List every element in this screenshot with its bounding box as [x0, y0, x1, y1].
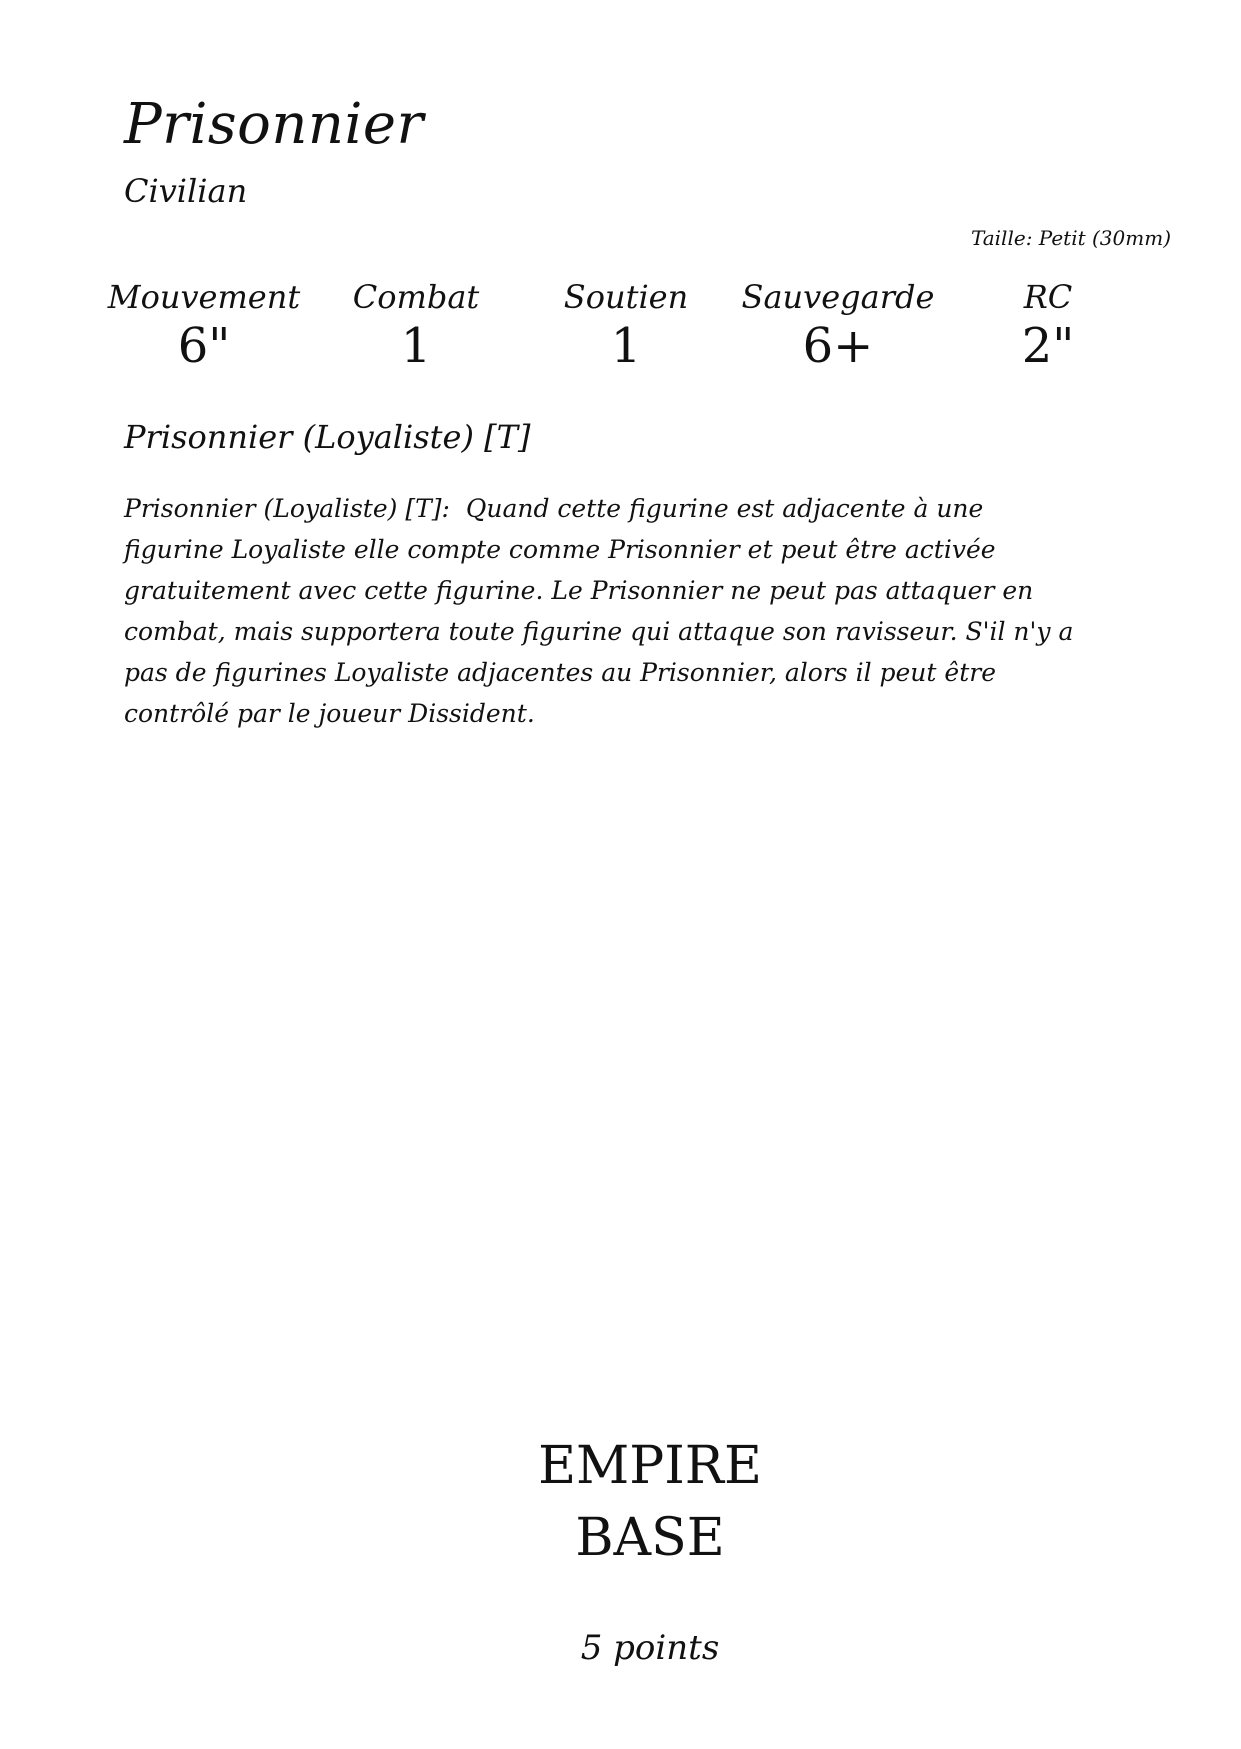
ability-name: Prisonnier (Loyaliste) [T]: — [124, 494, 450, 523]
ability-body: Quand cette figurine est adjacente à une figurine Loyaliste elle compte comme Prisonnier et peut être activée gratuitement avec cette figurine. Le Prisonnier ne peut pas attaquer en combat, mais supportera toute figurine qui attaque son ravisseur. S'il n'y a pas de figurines Loyaliste adjacentes au Prisonnier, alors il peut être contrôlé par le joueur Dissident. — [124, 494, 1074, 728]
stat-block — [107, 278, 1124, 388]
stat-sauvegarde — [738, 278, 938, 374]
stat-value: 2" — [1021, 318, 1075, 374]
stat-rc — [948, 278, 1148, 374]
ability-heading: Prisonnier (Loyaliste) [T] — [124, 418, 531, 456]
stat-label: Mouvement — [107, 278, 301, 316]
card-title: Prisonnier — [124, 92, 424, 157]
size-label: Taille: Petit (30mm) — [970, 226, 1171, 250]
stat-mouvement — [104, 278, 304, 374]
points-cost: 5 points — [580, 1628, 720, 1668]
stat-label: Sauvegarde — [741, 278, 935, 316]
stat-label: Combat — [352, 278, 480, 316]
stat-value: 1 — [400, 318, 432, 374]
faction-line-1: EMPIRE — [538, 1436, 762, 1496]
stat-soutien — [526, 278, 726, 374]
faction-block — [420, 1430, 880, 1574]
stat-label: RC — [1023, 278, 1073, 316]
stat-label: Soutien — [563, 278, 689, 316]
ability-description — [124, 488, 1084, 734]
stat-value: 6+ — [802, 318, 874, 374]
stat-value: 6" — [177, 318, 231, 374]
card-subtitle: Civilian — [124, 172, 248, 210]
stat-combat — [316, 278, 516, 374]
stat-value: 1 — [610, 318, 642, 374]
faction-line-2: BASE — [575, 1508, 725, 1568]
